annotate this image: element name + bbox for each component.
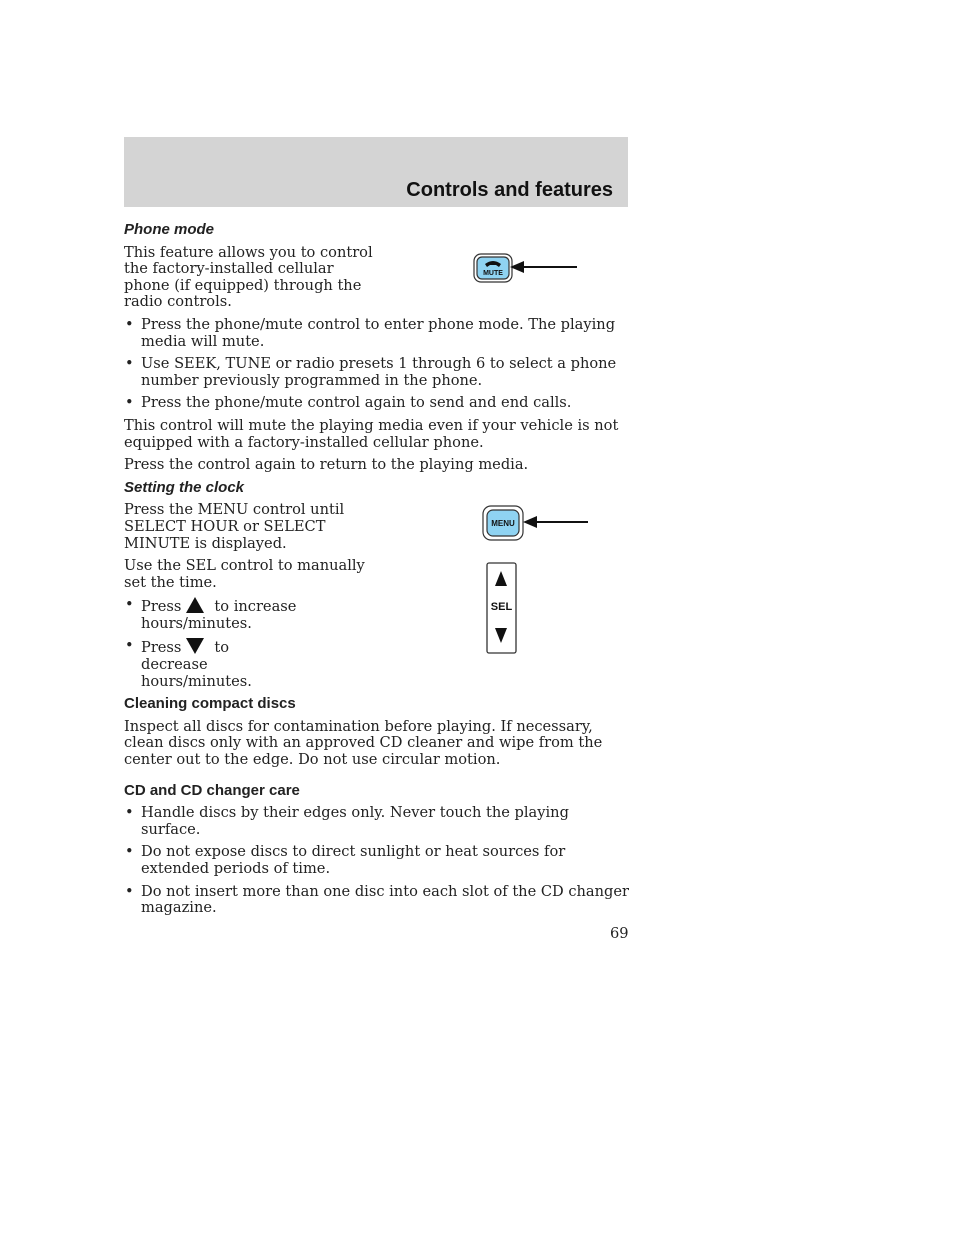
sel-control-illustration xyxy=(485,561,519,656)
cleaning-text: Inspect all discs for contamination before playing. If necessary, clean discs only with an approved CD cleaner and wipe from the center out to the edge. Do not use circular motion. xyxy=(124,717,603,769)
list-item: • Press the phone/mute control again to send and end calls. xyxy=(124,395,629,412)
mute-label: MUTE xyxy=(483,270,503,277)
down-arrow-icon xyxy=(186,638,204,654)
mute-button-illustration xyxy=(472,252,582,284)
page-content xyxy=(124,218,629,923)
menu-button-illustration xyxy=(481,504,593,542)
list-item xyxy=(124,597,299,632)
mute-pointer-arrow xyxy=(510,261,577,273)
list-item: • Do not expose discs to direct sunlight or heat sources for extended periods of time. xyxy=(124,844,629,877)
clock-p2: Use the SEL control to manually set the time. xyxy=(124,557,365,591)
phone-mode-list xyxy=(124,317,629,412)
list-item: • Do not insert more than one disc into each slot of the CD changer magazine. xyxy=(124,884,629,917)
list-item xyxy=(124,638,299,690)
menu-label: MENU xyxy=(491,519,515,528)
clock-heading: Setting the clock xyxy=(124,478,245,496)
phone-mode-return: Press the control again to return to the playing media. xyxy=(124,456,529,474)
care-list xyxy=(124,805,629,917)
care-heading: CD and CD changer care xyxy=(124,781,300,799)
sel-label: SEL xyxy=(490,601,513,613)
list-item: • Press the phone/mute control to enter phone mode. The playing media will mute. xyxy=(124,317,629,350)
clock-p1: Press the MENU control until SELECT HOUR or SELECT MINUTE is displayed. xyxy=(124,501,345,552)
decrease-pre: Press xyxy=(141,639,182,657)
phone-mode-intro: This feature allows you to control the factory-installed cellular phone (if equipped) through the radio controls. xyxy=(124,243,373,311)
decrease-post: to decrease hours/minutes. xyxy=(141,639,252,690)
clock-list xyxy=(124,597,299,690)
phone-mode-heading: Phone mode xyxy=(124,221,215,238)
section-title: Controls and features xyxy=(406,179,613,201)
up-arrow-icon xyxy=(186,597,204,613)
increase-pre: Press xyxy=(141,598,182,616)
menu-pointer-arrow xyxy=(523,516,588,528)
phone-mode-note: This control will mute the playing media even if your vehicle is not equipped with a factory-installed cellular phone. xyxy=(124,416,619,451)
section-header xyxy=(124,137,628,207)
cleaning-heading: Cleaning compact discs xyxy=(124,695,296,713)
page-number: 69 xyxy=(610,925,629,942)
list-item: • Use SEEK, TUNE or radio presets 1 through 6 to select a phone number previously programmed in the phone. xyxy=(124,356,629,389)
increase-post: to increase hours/minutes. xyxy=(141,598,297,632)
list-item: • Handle discs by their edges only. Never touch the playing surface. xyxy=(124,805,629,838)
